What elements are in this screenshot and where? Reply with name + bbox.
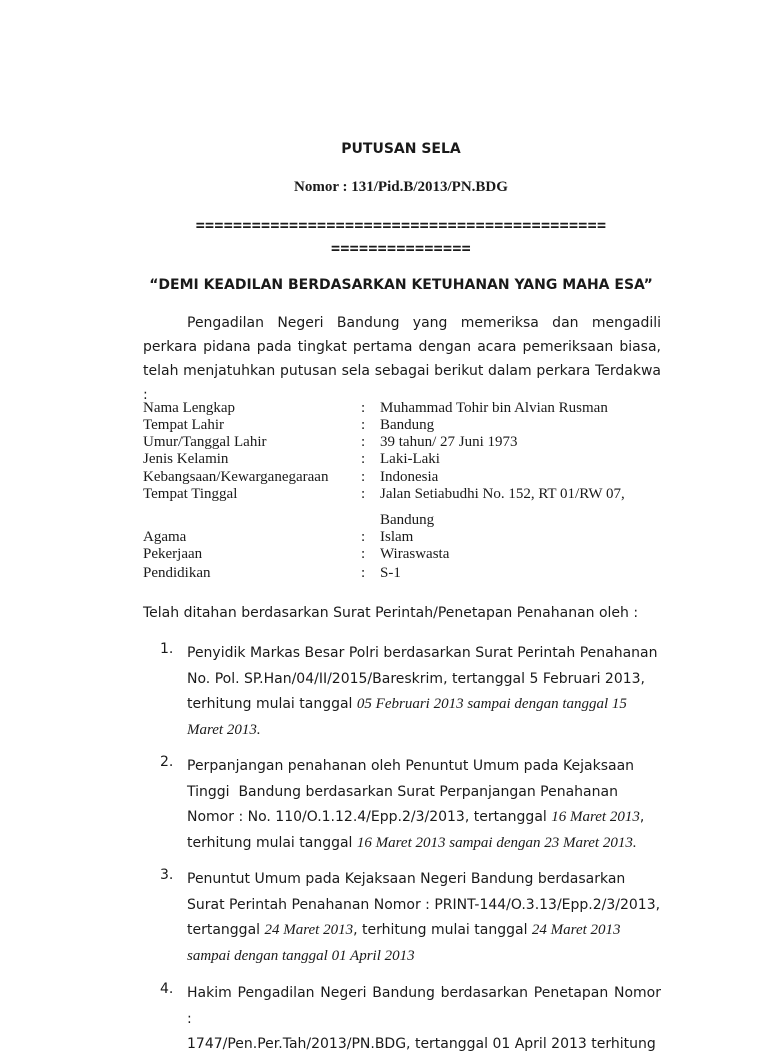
list-item-body bbox=[187, 981, 661, 1058]
identity-colon: : bbox=[361, 451, 366, 467]
identity-value: Wiraswasta bbox=[380, 546, 450, 562]
date-range: 16 Maret 2013 sampai dengan 23 Maret 2013. bbox=[356, 834, 637, 851]
list-item-line: Maret 2013. bbox=[187, 721, 261, 738]
case-number: Nomor : 131/Pid.B/2013/PN.BDG bbox=[294, 179, 508, 195]
identity-value: Indonesia bbox=[380, 469, 439, 485]
identity-colon: : bbox=[361, 400, 366, 416]
identity-row bbox=[143, 565, 663, 582]
identity-label: Tempat Tinggal bbox=[143, 486, 238, 502]
identity-colon: : bbox=[361, 469, 366, 485]
identity-row bbox=[143, 529, 663, 546]
list-item-line: No. Pol. SP.Han/04/II/2015/Bareskrim, tertanggal 5 Februari 2013, bbox=[187, 670, 645, 687]
identity-colon: : bbox=[361, 486, 366, 502]
date-range: 05 Februari 2013 sampai dengan tanggal 15 bbox=[356, 696, 627, 712]
list-item-number: 3. bbox=[160, 867, 174, 883]
list-item-line: Penuntut Umum pada Kejaksaan Negeri Bandung berdasarkan bbox=[187, 871, 626, 887]
list-item-line: Surat Perintah Penahanan Nomor : PRINT-144/O.3.13/Epp.2/3/2013, bbox=[187, 896, 661, 913]
identity-row bbox=[143, 469, 663, 486]
list-item-text: terhitung mulai tanggal bbox=[187, 696, 357, 712]
identity-row bbox=[143, 451, 663, 468]
document-title: PUTUSAN SELA bbox=[341, 141, 461, 157]
list-item-number: 2. bbox=[160, 754, 174, 770]
identity-value: Bandung bbox=[380, 417, 435, 433]
identity-label: Umur/Tanggal Lahir bbox=[143, 434, 267, 450]
list-item-line bbox=[187, 831, 661, 857]
identity-label: Tempat Lahir bbox=[143, 417, 224, 433]
date: 16 Maret 2013 bbox=[551, 809, 640, 825]
list-item-line: Penyidik Markas Besar Polri berdasarkan Surat Perintah Penahanan bbox=[187, 645, 658, 661]
identity-value: Jalan Setiabudhi No. 152, RT 01/RW 07, bbox=[380, 486, 625, 502]
identity-label: Agama bbox=[143, 529, 187, 545]
identity-colon: : bbox=[361, 417, 366, 433]
identity-row bbox=[143, 400, 663, 417]
identity-label: Kebangsaan/Kewarganegaraan bbox=[143, 469, 329, 485]
identity-row bbox=[143, 417, 663, 434]
list-item-number: 1. bbox=[160, 641, 174, 657]
date: 24 Maret 2013 bbox=[264, 922, 354, 938]
list-item-line bbox=[187, 918, 661, 944]
date: 24 Maret 2013 bbox=[531, 922, 621, 938]
list-item-line bbox=[187, 805, 661, 831]
separator-line-1: ============================================ bbox=[195, 216, 607, 234]
list-item-text: , bbox=[639, 809, 645, 825]
identity-label: Pendidikan bbox=[143, 565, 211, 581]
identity-row bbox=[143, 486, 663, 503]
identity-colon: : bbox=[361, 434, 366, 450]
list-item-body bbox=[187, 867, 661, 969]
list-item-number: 4. bbox=[160, 981, 174, 997]
identity-value: S-1 bbox=[380, 565, 401, 581]
identity-label: Pekerjaan bbox=[143, 546, 203, 562]
identity-label: Jenis Kelamin bbox=[143, 451, 229, 467]
detention-intro: Telah ditahan berdasarkan Surat Perintah/Penetapan Penahanan oleh : bbox=[143, 605, 639, 621]
identity-row bbox=[143, 434, 663, 451]
identity-colon: : bbox=[361, 546, 366, 562]
list-item-line bbox=[187, 692, 661, 718]
separator-line-2: =============== bbox=[331, 239, 471, 257]
list-item-line: 1747/Pen.Per.Tah/2013/PN.BDG, tertanggal 01 April 2013 terhitung bbox=[187, 1036, 656, 1052]
identity-value: Muhammad Tohir bin Alvian Rusman bbox=[380, 400, 608, 416]
identity-colon: : bbox=[361, 529, 366, 545]
list-item-body bbox=[187, 754, 661, 856]
identity-value: Bandung bbox=[380, 512, 435, 528]
list-item-line: sampai dengan tanggal 01 April 2013 bbox=[187, 947, 415, 964]
list-item-line: Perpanjangan penahanan oleh Penuntut Umum pada Kejaksaan bbox=[187, 758, 635, 774]
list-item-text: terhitung mulai tanggal bbox=[187, 834, 357, 851]
identity-row-continuation bbox=[143, 512, 663, 529]
identity-label: Nama Lengkap bbox=[143, 400, 236, 416]
identity-value: Islam bbox=[380, 529, 414, 545]
list-item-line: Tinggi Bandung berdasarkan Surat Perpanjangan Penahanan bbox=[187, 783, 618, 800]
intro-paragraph: Pengadilan Negeri Bandung yang memeriksa dan mengadili perkara pidana pada tingkat pertama dengan acara pemeriksaan biasa, telah menjatuhkan putusan sela sebagai berikut dalam perkara Terdakwa : bbox=[143, 315, 661, 403]
list-item-text: , terhitung mulai tanggal bbox=[353, 922, 532, 938]
identity-value: Laki-Laki bbox=[380, 451, 440, 467]
list-item-text: Nomor : No. 110/O.1.12.4/Epp.2/3/2013, tertanggal bbox=[187, 809, 552, 825]
identity-row bbox=[143, 546, 663, 563]
list-item-body bbox=[187, 641, 661, 743]
list-item-text: tertanggal bbox=[187, 922, 265, 938]
identity-colon: : bbox=[361, 565, 366, 581]
heading: “DEMI KEADILAN BERDASARKAN KETUHANAN YANG MAHA ESA” bbox=[149, 277, 653, 293]
list-item-line: Hakim Pengadilan Negeri Bandung berdasarkan Penetapan Nomor : bbox=[187, 985, 661, 1027]
identity-value: 39 tahun/ 27 Juni 1973 bbox=[380, 434, 518, 450]
